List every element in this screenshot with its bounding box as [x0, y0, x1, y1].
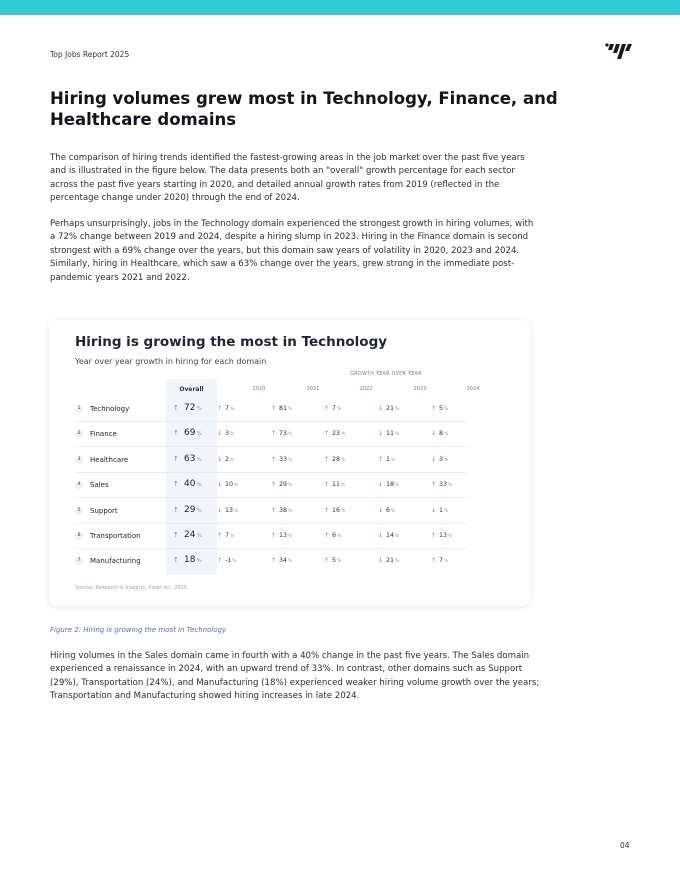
table-row	[75, 473, 467, 498]
percent-sign: %	[341, 508, 346, 514]
growth-number: 2	[225, 455, 230, 463]
down-arrow-icon: ↓	[378, 506, 384, 514]
up-arrow-icon: ↑	[324, 506, 330, 514]
overall-number: 29	[184, 504, 196, 515]
percent-sign: %	[196, 431, 202, 438]
domain-name: Finance	[90, 430, 117, 439]
growth-number: 6	[332, 532, 337, 539]
growth-cell-2022	[324, 481, 345, 488]
growth-cell-2020	[217, 532, 234, 539]
growth-number: 7	[439, 557, 444, 565]
figure-title: Hiring is growing the most in Technology	[75, 334, 388, 350]
table-row	[75, 499, 467, 524]
growth-cell-2020	[217, 481, 238, 488]
percent-sign: %	[395, 407, 400, 412]
year-header-2022: 2022	[359, 386, 373, 392]
growth-cell-2021	[271, 532, 292, 539]
percent-sign: %	[337, 559, 342, 565]
percent-sign: %	[230, 457, 235, 463]
figure-source: Source: Research & Insights, Visier Inc. 2025	[75, 585, 187, 591]
percent-sign: %	[196, 507, 202, 514]
percent-sign: %	[230, 432, 235, 438]
growth-number: 18	[386, 481, 395, 489]
up-arrow-icon: ↑	[173, 505, 179, 514]
growth-cell-2023	[378, 481, 399, 488]
up-arrow-icon: ↑	[217, 405, 223, 412]
percent-sign: %	[288, 457, 293, 463]
overall-value	[173, 428, 202, 438]
up-arrow-icon: ↑	[431, 532, 437, 539]
growth-number: 81	[279, 405, 288, 412]
growth-number: 14	[386, 532, 395, 539]
up-arrow-icon: ↑	[324, 455, 330, 463]
growth-number: 21	[386, 557, 395, 565]
growth-number: -1	[225, 557, 232, 565]
down-arrow-icon: ↓	[378, 481, 384, 489]
percent-sign: %	[337, 407, 342, 412]
overall-number: 24	[184, 530, 196, 540]
down-arrow-icon: ↓	[431, 430, 437, 438]
intro-paragraph: The comparison of hiring trends identified the fastest-growing areas in the job market over the past five years and is illustrated in the figure below. The data presents both an "overall" growth percentage for each sector across the past five years starting in 2020, and detailed annual growth rates from 2019 (reflected in the percentage change under 2020) through the end of 2024.	[50, 153, 525, 204]
growth-number: 73	[279, 430, 288, 438]
domain-name: Technology	[90, 405, 130, 413]
growth-cell-2020	[217, 405, 234, 412]
growth-number: 34	[279, 557, 288, 565]
growth-number: 29	[279, 481, 288, 489]
up-arrow-icon: ↑	[431, 405, 437, 412]
year-header-2020: 2020	[252, 386, 266, 392]
rank-badge: 4	[75, 481, 83, 489]
page-headline: Hiring volumes grew most in Technology, Finance, and Healthcare domains	[50, 89, 558, 129]
down-arrow-icon: ↓	[217, 506, 223, 514]
percent-sign: %	[448, 534, 453, 539]
down-arrow-icon: ↓	[217, 455, 223, 463]
growth-cell-2020	[217, 456, 234, 463]
rank-badge: 3	[75, 456, 83, 464]
growth-cell-2022	[324, 405, 341, 412]
growth-number: 8	[439, 430, 444, 438]
percent-sign: %	[341, 483, 346, 489]
growth-cell-2023	[378, 507, 395, 514]
up-arrow-icon: ↑	[271, 557, 277, 565]
up-arrow-icon: ↑	[217, 557, 223, 565]
up-arrow-icon: ↑	[271, 405, 277, 412]
growth-number: 7	[225, 405, 230, 412]
growth-number: 13	[279, 532, 288, 539]
down-arrow-icon: ↓	[378, 532, 384, 539]
growth-cell-2024	[431, 405, 448, 412]
growth-cell-2023	[378, 456, 395, 463]
percent-sign: %	[234, 483, 239, 489]
growth-cell-2022	[324, 507, 345, 514]
overall-column-header: Overall	[179, 386, 204, 393]
percent-sign: %	[288, 483, 293, 489]
table-row	[75, 448, 467, 473]
growth-cell-2023	[378, 405, 399, 412]
growth-number: 28	[332, 455, 341, 463]
growth-cell-2022	[324, 557, 341, 564]
down-arrow-icon: ↓	[431, 506, 437, 514]
up-arrow-icon: ↑	[173, 531, 179, 539]
growth-number: 23	[332, 430, 341, 438]
percent-sign: %	[288, 508, 293, 514]
overall-number: 63	[184, 453, 196, 464]
percent-sign: %	[444, 407, 449, 412]
sales-paragraph: Hiring volumes in the Sales domain came in fourth with a 40% change in the past five years. The Sales domain experienced a renaissance in 2024, with an upward trend of 33%. In contrast, other domains such as Support (29%), Transportation (24%), and Manufacturing (18%) experienced weaker hiring volume growth over the years; Transportation and Manufacturing showed hiring increases in late 2024.	[50, 651, 540, 702]
up-arrow-icon: ↑	[324, 405, 330, 412]
year-header-2023: 2023	[413, 386, 427, 392]
up-arrow-icon: ↑	[324, 430, 330, 438]
up-arrow-icon: ↑	[324, 557, 330, 565]
growth-number: 7	[225, 532, 230, 539]
top-accent-bar	[0, 0, 680, 15]
percent-sign: %	[444, 508, 449, 514]
percent-sign: %	[444, 457, 449, 463]
percent-sign: %	[395, 534, 400, 539]
rank-badge: 5	[75, 507, 83, 515]
growth-cell-2023	[378, 532, 399, 539]
year-header-2024: 2024	[466, 386, 480, 392]
percent-sign: %	[337, 534, 342, 539]
down-arrow-icon: ↓	[378, 405, 384, 412]
up-arrow-icon: ↑	[271, 481, 277, 489]
year-header-2021: 2021	[306, 386, 320, 392]
growth-cell-2021	[271, 507, 292, 514]
percent-sign: %	[444, 559, 449, 565]
table-row	[75, 397, 467, 422]
growth-number: 10	[225, 481, 234, 489]
figure-subtitle: Year over year growth in hiring for each domain	[75, 357, 267, 366]
up-arrow-icon: ↑	[173, 480, 179, 489]
down-arrow-icon: ↓	[378, 557, 384, 565]
percent-sign: %	[448, 483, 453, 489]
growth-number: 21	[386, 405, 395, 412]
percent-sign: %	[230, 407, 235, 412]
down-arrow-icon: ↓	[217, 481, 223, 489]
up-arrow-icon: ↑	[271, 430, 277, 438]
percent-sign: %	[234, 508, 239, 514]
growth-cell-2021	[271, 430, 292, 437]
down-arrow-icon: ↓	[217, 430, 223, 438]
growth-cell-2020	[217, 557, 237, 564]
growth-number: 1	[439, 506, 444, 514]
technology-paragraph: Perhaps unsurprisingly, jobs in the Technology domain experienced the strongest growth in hiring volumes, with a 72% change between 2019 and 2024, despite a hiring slump in 2023. Hiring in the Finance domain is second strongest with a 69% change over the years, but this domain saw years of volatility in 2020, 2023 and 2024. Similarly, hiring in Healthcare, which saw a 63% change over the years, grew strong in the immediate post-pandemic years 2021 and 2022.	[50, 219, 534, 283]
down-arrow-icon: ↓	[431, 455, 437, 463]
growth-cell-2022	[324, 532, 341, 539]
percent-sign: %	[288, 534, 293, 539]
percent-sign: %	[444, 432, 449, 438]
up-arrow-icon: ↑	[271, 506, 277, 514]
hiring-growth-figure	[49, 320, 530, 606]
percent-sign: %	[196, 533, 202, 539]
overall-number: 72	[184, 403, 196, 413]
table-row	[75, 422, 467, 447]
overall-number: 69	[184, 428, 196, 439]
growth-number: 16	[332, 506, 341, 514]
growth-cell-2024	[431, 456, 448, 463]
domain-name: Healthcare	[90, 455, 129, 464]
percent-sign: %	[391, 457, 396, 463]
growth-cell-2022	[324, 456, 345, 463]
percent-sign: %	[196, 482, 202, 489]
up-arrow-icon: ↑	[324, 532, 330, 539]
overall-number: 40	[184, 479, 196, 490]
growth-number: 13	[439, 532, 448, 539]
up-arrow-icon: ↑	[173, 454, 179, 463]
up-arrow-icon: ↑	[271, 455, 277, 463]
up-arrow-icon: ↑	[173, 556, 179, 565]
growth-number: 1	[386, 455, 391, 463]
growth-cell-2024	[431, 557, 448, 564]
overall-value	[173, 505, 202, 515]
domain-name: Transportation	[90, 532, 141, 540]
percent-sign: %	[230, 534, 235, 539]
up-arrow-icon: ↑	[217, 532, 223, 539]
growth-cell-2022	[324, 430, 345, 437]
percent-sign: %	[288, 559, 293, 565]
percent-sign: %	[391, 508, 396, 514]
growth-number: 13	[225, 506, 234, 514]
overall-value	[173, 479, 202, 489]
page-number: 04	[620, 841, 630, 850]
domain-name: Manufacturing	[90, 557, 141, 566]
growth-cell-2023	[378, 557, 399, 564]
growth-cell-2021	[271, 481, 292, 488]
percent-sign: %	[196, 558, 202, 565]
growth-number: 3	[225, 430, 230, 438]
growth-number: 11	[332, 481, 341, 489]
growth-number: 3	[439, 455, 444, 463]
growth-cell-2024	[431, 507, 448, 514]
growth-cell-2020	[217, 507, 238, 514]
growth-number: 38	[279, 506, 288, 514]
growth-number: 5	[332, 557, 337, 565]
overall-value	[173, 454, 202, 464]
growth-cell-2024	[431, 430, 448, 437]
overall-value	[173, 555, 202, 565]
domain-name: Sales	[90, 481, 109, 490]
growth-number: 33	[279, 455, 288, 463]
growth-group-header: GROWTH YEAR OVER YEAR	[350, 372, 422, 377]
growth-cell-2024	[431, 481, 452, 488]
rank-badge: 7	[75, 557, 83, 565]
percent-sign: %	[395, 559, 400, 565]
up-arrow-icon: ↑	[431, 557, 437, 565]
growth-cell-2020	[217, 430, 234, 437]
percent-sign: %	[341, 457, 346, 463]
percent-sign: %	[196, 406, 202, 412]
growth-number: 6	[386, 506, 391, 514]
overall-number: 18	[184, 555, 196, 566]
growth-cell-2021	[271, 557, 292, 564]
down-arrow-icon: ↓	[378, 430, 384, 438]
percent-sign: %	[288, 407, 293, 412]
rank-badge: 2	[75, 430, 83, 438]
report-label: Top Jobs Report 2025	[50, 50, 130, 59]
growth-number: 7	[332, 405, 337, 412]
rank-badge: 1	[75, 405, 83, 413]
overall-value	[173, 403, 202, 413]
up-arrow-icon: ↑	[173, 404, 179, 412]
rank-badge: 6	[75, 532, 83, 540]
percent-sign: %	[288, 432, 293, 438]
growth-cell-2021	[271, 456, 292, 463]
up-arrow-icon: ↑	[173, 429, 179, 438]
up-arrow-icon: ↑	[431, 481, 437, 489]
growth-number: 11	[386, 430, 395, 438]
up-arrow-icon: ↑	[324, 481, 330, 489]
brand-logo-icon	[604, 41, 634, 65]
growth-number: 5	[439, 405, 444, 412]
percent-sign: %	[196, 456, 202, 463]
growth-cell-2021	[271, 405, 292, 412]
growth-cell-2024	[431, 532, 452, 539]
table-row	[75, 524, 467, 549]
table-row	[75, 549, 467, 574]
percent-sign: %	[395, 483, 400, 489]
percent-sign: %	[232, 559, 237, 565]
up-arrow-icon: ↑	[378, 455, 384, 463]
figure-caption: Figure 2: Hiring is growing the most in Technology	[50, 626, 227, 634]
growth-cell-2023	[378, 430, 399, 437]
up-arrow-icon: ↑	[271, 532, 277, 539]
domain-name: Support	[90, 506, 118, 515]
overall-value	[173, 530, 202, 540]
percent-sign: %	[395, 432, 400, 438]
growth-number: 33	[439, 481, 448, 489]
percent-sign: %	[341, 432, 346, 438]
